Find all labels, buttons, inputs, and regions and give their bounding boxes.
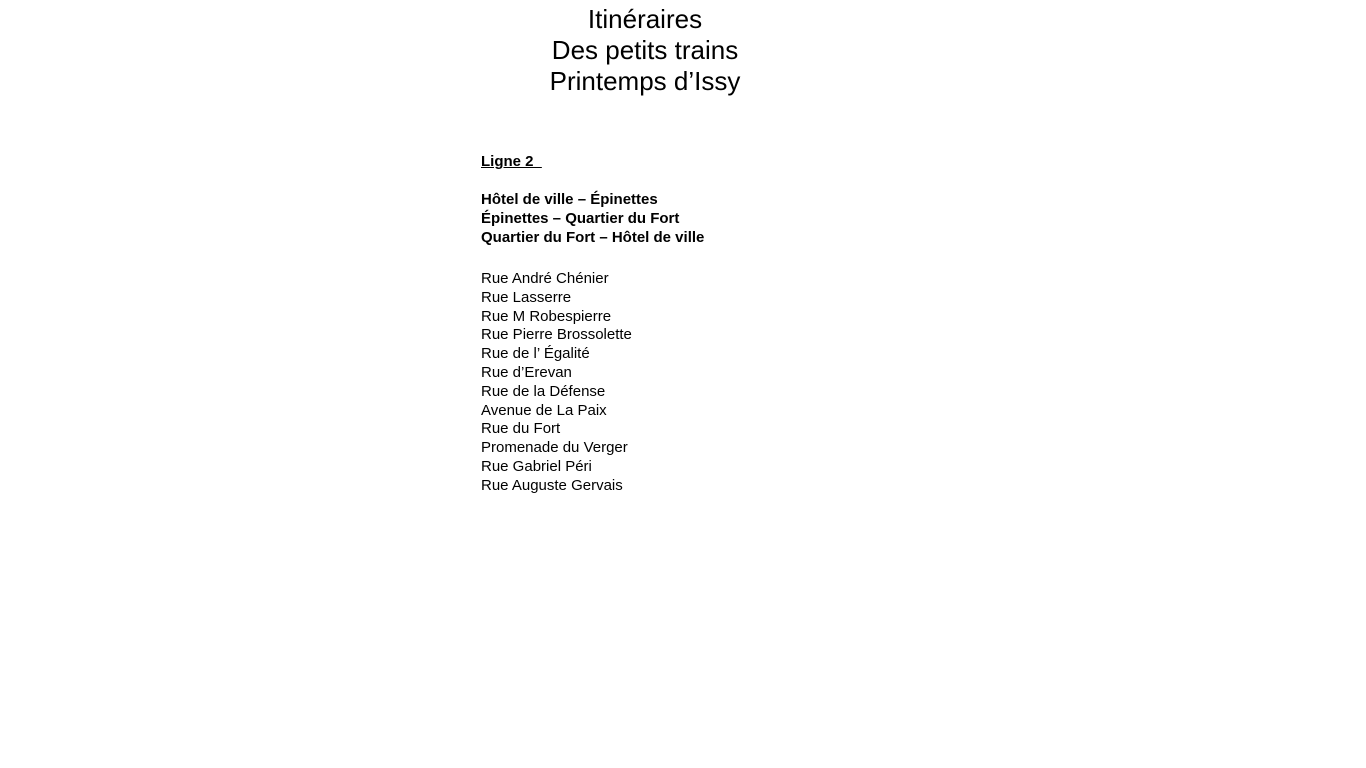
route-item: Épinettes – Quartier du Fort [481,210,680,227]
street-item: Rue Gabriel Péri [481,457,592,475]
street-item: Rue d’Erevan [481,363,572,381]
street-item: Rue Lasserre [481,288,572,306]
itinerary-content [481,152,981,496]
title-line-1: Itinéraires [587,4,703,34]
document-title [0,4,1290,97]
street-item: Rue Auguste Gervais [481,476,623,494]
street-item: Promenade du Verger [481,439,628,457]
route-item: Quartier du Fort – Hôtel de ville [481,229,705,246]
route-list [481,190,981,247]
title-line-3: Printemps d’Issy [549,66,741,96]
street-item: Rue de la Défense [481,382,606,400]
street-item: Rue de l’ Égalité [481,345,590,363]
route-item: Hôtel de ville – Épinettes [481,191,658,208]
line-label: Ligne 2 [481,153,542,170]
title-line-2: Des petits trains [551,35,739,65]
street-item: Rue André Chénier [481,270,609,287]
street-item: Avenue de La Paix [481,401,607,419]
street-item: Rue du Fort [481,420,561,438]
street-item: Rue Pierre Brossolette [481,326,632,344]
street-list [481,270,981,496]
street-item: Rue M Robespierre [481,307,612,325]
